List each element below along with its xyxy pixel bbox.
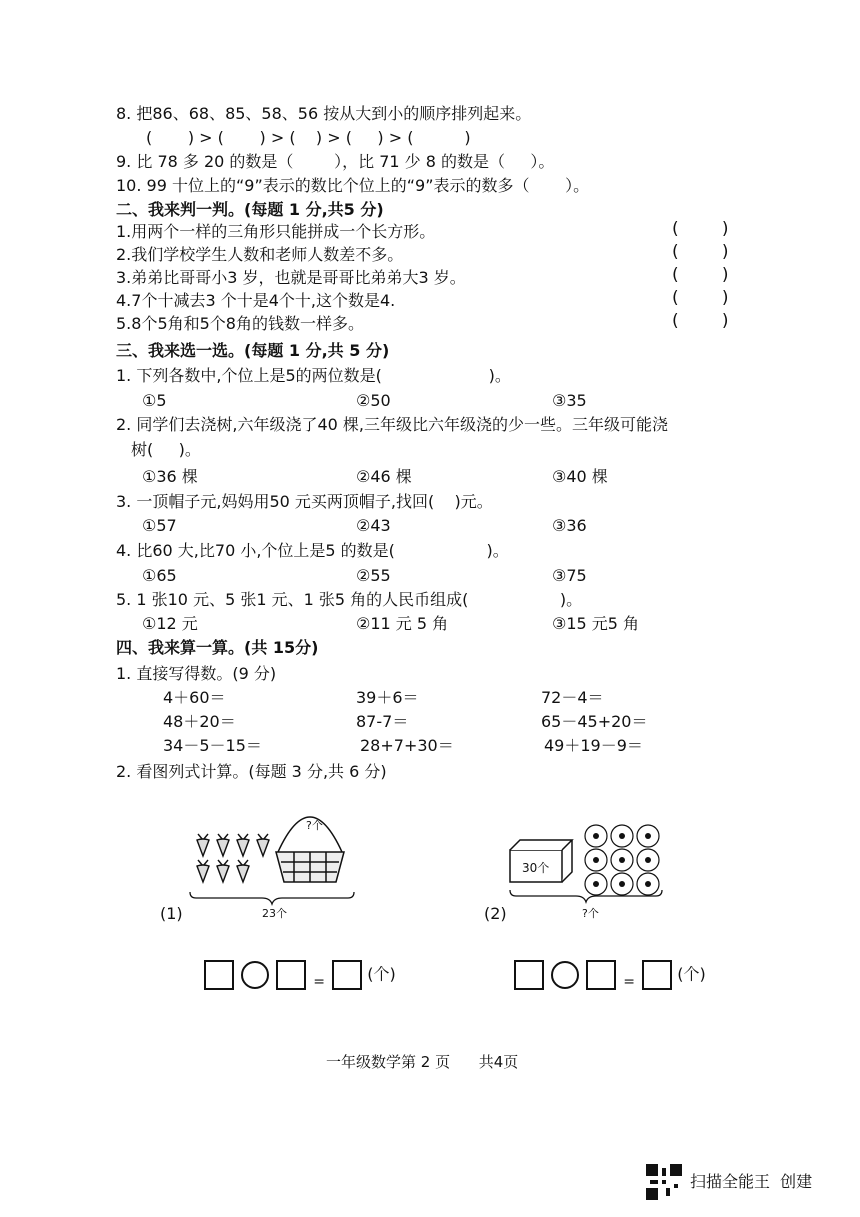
calc-item: 49＋19－9＝ [544,736,643,755]
figure-2-number: (2) [484,904,507,923]
choose-q2-option-2[interactable]: ②46 棵 [356,467,412,486]
question-10: 10. 99 十位上的“9”表示的数比个位上的“9”表示的数多（ ）。 [116,176,590,195]
choose-q5-option-2[interactable]: ②11 元 5 角 [356,614,449,633]
unit-label: (个) [677,964,706,984]
operator-circle[interactable] [551,961,579,989]
answer-box[interactable] [514,960,544,990]
calc-item: 48＋20＝ [163,712,236,731]
calc-sub-1: 1. 直接写得数。(9 分) [116,664,277,683]
equals-sign: = [623,974,636,990]
choose-q1-option-3[interactable]: ③35 [552,391,587,410]
choose-q5-option-3[interactable]: ③15 元5 角 [552,614,640,633]
answer-box[interactable] [586,960,616,990]
question-8: 8. 把86、68、85、58、56 按从大到小的顺序排列起来。 [116,104,532,123]
choose-q2-line2: 树( )。 [131,440,201,459]
figure-2-box-label: 30个 [522,861,550,875]
operator-circle[interactable] [241,961,269,989]
judge-item-2: 2.我们学校学生人数和老师人数差不多。 [116,245,404,264]
unit-label: (个) [367,964,396,984]
choose-q5-option-1[interactable]: ①12 元 [142,614,198,633]
figure-1-basket-label: ?个 [306,819,323,832]
answer-box[interactable] [332,960,362,990]
calc-sub-2: 2. 看图列式计算。(每题 3 分,共 6 分) [116,762,387,781]
calc-item: 65－45+20＝ [541,712,648,731]
choose-q4: 4. 比60 大,比70 小,个位上是5 的数是( )。 [116,541,509,560]
brace [190,892,354,904]
judge-item-4: 4.7个十减去3 个十是4个十,这个数是4. [116,291,396,310]
figure-2-total-label: ?个 [582,907,599,920]
choose-q4-option-1[interactable]: ①65 [142,566,177,585]
calc-heading: 四、我来算一算。(共 15分) [116,638,319,657]
question-8-blanks: ( ) > ( ) > ( ) > ( ) > ( ) [146,128,471,147]
figure-1-illustration [186,800,366,910]
choose-heading: 三、我来选一选。(每题 1 分,共 5 分) [116,341,390,360]
choose-q4-option-3[interactable]: ③75 [552,566,587,585]
calc-item: 28+7+30＝ [360,736,454,755]
calc-item: 72－4＝ [541,688,604,707]
choose-q5: 5. 1 张10 元、5 张1 元、1 张5 角的人民币组成( )。 [116,590,583,609]
answer-box[interactable] [204,960,234,990]
judge-answer-3[interactable]: ( ) [672,265,729,285]
figure-1-total-label: 23个 [262,907,287,920]
page-footer: 一年级数学第 2 页 共4页 [326,1053,519,1071]
judge-item-3: 3.弟弟比哥哥小3 岁，也就是哥哥比弟弟大3 岁。 [116,268,466,287]
choose-q3-option-1[interactable]: ①57 [142,516,177,535]
choose-q1-option-1[interactable]: ①5 [142,391,167,410]
carrot-group [197,834,269,882]
calc-item: 87-7＝ [356,712,409,731]
choose-q3-option-2[interactable]: ②43 [356,516,391,535]
judge-answer-1[interactable]: ( ) [672,219,729,239]
brace [510,890,662,902]
choose-q3-option-3[interactable]: ③36 [552,516,587,535]
answer-box[interactable] [276,960,306,990]
answer-box[interactable] [642,960,672,990]
equals-sign: = [313,974,326,990]
choose-q2-option-3[interactable]: ③40 棵 [552,467,608,486]
calc-item: 39＋6＝ [356,688,419,707]
choose-q2-option-1[interactable]: ①36 棵 [142,467,198,486]
judge-item-5: 5.8个5角和5个8角的钱数一样多。 [116,314,364,333]
equation-1 [204,960,396,990]
calc-item: 4＋60＝ [163,688,226,707]
qr-code-icon [646,1164,682,1200]
figure-1-number: (1) [160,904,183,923]
choose-q1-option-2[interactable]: ②50 [356,391,391,410]
question-9: 9. 比 78 多 20 的数是（ ），比 71 少 8 的数是（ ）。 [116,152,555,171]
choose-q3: 3. 一顶帽子元,妈妈用50 元买两顶帽子,找回( )元。 [116,492,493,511]
choose-q2-line1: 2. 同学们去浇树,六年级浇了40 棵,三年级比六年级浇的少一些。三年级可能浇 [116,415,668,434]
judge-heading: 二、我来判一判。(每题 1 分,共5 分) [116,200,384,219]
judge-answer-5[interactable]: ( ) [672,311,729,331]
judge-answer-2[interactable]: ( ) [672,242,729,262]
judge-item-1: 1.用两个一样的三角形只能拼成一个长方形。 [116,222,436,241]
calc-item: 34－5－15＝ [163,736,262,755]
choose-q4-option-2[interactable]: ②55 [356,566,391,585]
judge-answer-4[interactable]: ( ) [672,288,729,308]
ball-group [585,825,659,895]
watermark-text: 扫描全能王 创建 [690,1172,813,1191]
equation-2 [514,960,706,990]
choose-q1: 1. 下列各数中,个位上是5的两位数是( )。 [116,366,511,385]
